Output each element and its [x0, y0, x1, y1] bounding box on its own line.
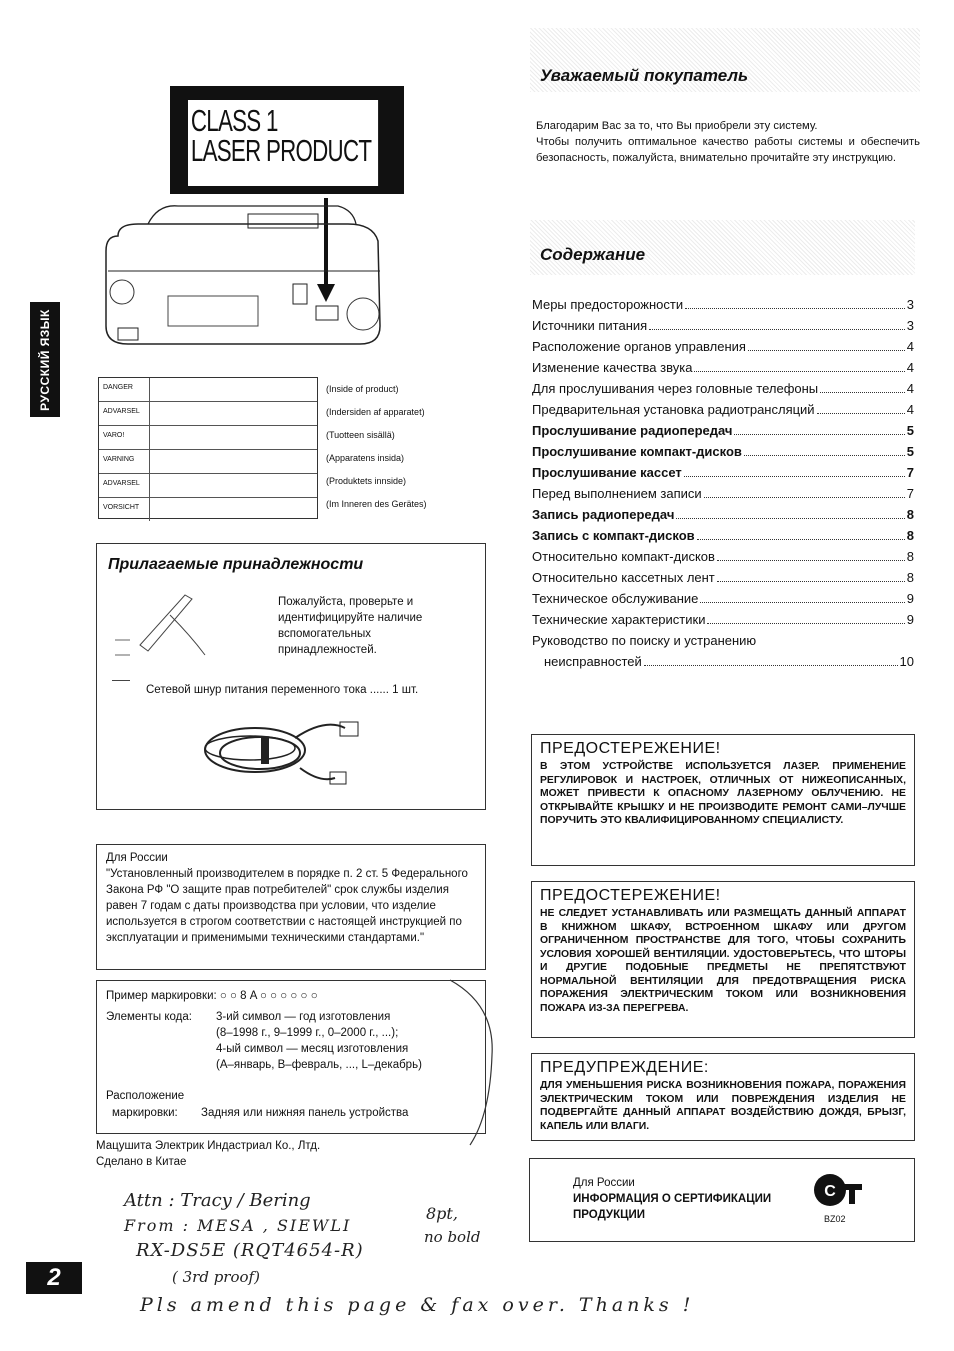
- warning-row: [99, 402, 317, 426]
- warning-fine-print: [150, 474, 317, 497]
- toc-leader-dots: [734, 434, 904, 435]
- intro-text: [536, 118, 920, 166]
- russia-notice-heading: Для России: [106, 852, 168, 864]
- toc-item-label: Запись радиопередач: [532, 507, 675, 522]
- code-elements-label: Элементы кода:: [106, 1011, 192, 1023]
- toc-item-page: 3: [906, 297, 914, 312]
- toc-item-page: 4: [906, 360, 914, 375]
- location-label-1: Расположение: [106, 1090, 185, 1102]
- toc-leader-dots: [707, 623, 904, 624]
- warning-box-moisture: [531, 1053, 915, 1141]
- warning-fine-print: [150, 426, 317, 449]
- warning-text: ДЛЯ УМЕНЬШЕНИЯ РИСКА ВОЗНИКНОВЕНИЯ ПОЖАРА, ПОРАЖЕНИЯ ЭЛЕКТРИЧЕСКИМ ТОКОМ ИЛИ ПОВРЕЖДЕНИЯ ИЗДЕЛИЯ НЕ ПОДВЕРГАЙТЕ ДАННЫЙ АППАРАТ ВОЗДЕЙСТВИЮ ДОЖДЯ, БРЫЗГ, КАПЕЛЬ ИЛИ ВЛАГИ.: [540, 1080, 906, 1132]
- warning-location-caption: (Tuotteen sisällä): [326, 430, 395, 440]
- toc-item: [532, 654, 914, 675]
- toc-item-page: 8: [906, 507, 914, 522]
- warning-language: VORSICHT: [99, 498, 150, 521]
- toc-leader-dots: [744, 455, 905, 456]
- toc-item: [532, 612, 914, 633]
- toc-item-page: 7: [906, 486, 914, 501]
- handwritten-model: RX-DS5E (RQT4654-R): [136, 1240, 364, 1261]
- pen-checklist-illustration: [110, 585, 220, 665]
- toc-item: [532, 591, 914, 612]
- toc-item-label: Источники питания: [532, 318, 648, 333]
- toc-item: [532, 549, 914, 570]
- warning-fine-print: [150, 498, 317, 521]
- warning-row: [99, 378, 317, 402]
- toc-item-page: 8: [906, 528, 914, 543]
- code-line-2: (8–1998 г., 9–1999 г., 0–2000 г., ...);: [216, 1027, 399, 1039]
- caution-box-ventilation: [531, 881, 915, 1038]
- warning-language: ADVARSEL: [99, 402, 150, 425]
- certification-heading: Для России: [573, 1177, 635, 1189]
- warning-fine-print: [150, 378, 317, 401]
- marking-example-code: ○ ○ 8 A ○ ○ ○ ○ ○ ○: [219, 990, 318, 1002]
- toc-item-page: 9: [906, 591, 914, 606]
- code-line-3: 4-ый символ — месяц изготовления: [216, 1043, 409, 1055]
- toc-leader-dots: [700, 602, 904, 603]
- header-title: Уважаемый покупатель: [540, 66, 749, 85]
- code-line-4: (А–январь, В–февраль, ..., L–декабрь): [216, 1059, 422, 1071]
- language-tab-label: РУССКИЙ ЯЗЫК: [38, 308, 52, 411]
- warning-language: VARO!: [99, 426, 150, 449]
- caution-text: НЕ СЛЕДУЕТ УСТАНАВЛИВАТЬ ИЛИ РАЗМЕЩАТЬ ДАННЫЙ АППАРАТ В КНИЖНОМ ШКАФУ, ВСТРОЕННОМ ШКАФУ ИЛИ ДРУГОМ ОГРАНИЧЕННОМ ПРОСТРАНСТВЕ ДЛЯ ТОГО, ЧТОБЫ СОХРАНИТЬ УСЛОВИЯ ХОРОШЕЙ ВЕНТИЛЯЦИИ. УДОСТОВЕРЬТЕСЬ, ЧТО ШТОРЫ И ДРУГИЕ ПОДОБНЫЕ ПРЕДМЕТЫ НЕ ПРЕПЯТСТВУЮТ НОРМАЛЬНОЙ ВЕНТИЛЯЦИИ ДЛЯ ПРЕДОТВРАЩЕНИЯ РИСКА ПОРАЖЕНИЯ ЭЛЕКТРИЧЕСКИМ ТОКОМ ИЛИ ВОЗНИКНОВЕНИЯ ПОЖАРА ИЗ-ЗА ПЕРЕГРЕВА.: [540, 908, 906, 1014]
- toc-item: [532, 402, 914, 423]
- toc-item-page: 4: [906, 402, 914, 417]
- contents-title: Содержание: [540, 245, 646, 264]
- toc-item-label: Руководство по поиску и устранению: [532, 633, 757, 648]
- toc-item-label: Изменение качества звука: [532, 360, 693, 375]
- toc-item-label: Техническое обслуживание: [532, 591, 699, 606]
- laser-class-label: [170, 86, 404, 194]
- intro-line2: Чтобы получить оптимальное качество работы системы и обеспечить безопасность, пожалуйста, внимательно прочитайте эту инструкцию.: [536, 136, 920, 164]
- warning-row: [99, 450, 317, 474]
- toc-item-page: 8: [906, 570, 914, 585]
- toc-item-page: 5: [906, 423, 914, 438]
- handwritten-from: From : MESA , SIEWLI: [124, 1216, 352, 1235]
- accessories-title: Прилагаемые принадлежности: [108, 556, 364, 573]
- toc-item-page: 4: [906, 339, 914, 354]
- warning-row: [99, 498, 317, 521]
- toc-item: [532, 633, 914, 654]
- handwritten-bold-note: no bold: [424, 1228, 481, 1246]
- toc-item: [532, 318, 914, 339]
- checkbox-icon: [112, 680, 130, 693]
- toc-item-label: неисправностей: [544, 654, 642, 669]
- boombox-illustration: [98, 196, 388, 356]
- toc-item-label: Прослушивание компакт-дисков: [532, 444, 742, 459]
- manufacturer-line1: Мацушита Электрик Индастриал Ко., Лтд.: [96, 1140, 321, 1152]
- toc-leader-dots: [817, 413, 905, 414]
- certification-code: BZ02: [824, 1214, 846, 1224]
- power-cord-icon: [195, 708, 365, 798]
- caution-title: ПРЕДОСТЕРЕЖЕНИЕ!: [540, 740, 721, 757]
- marking-example-label: Пример маркировки:: [106, 990, 217, 1002]
- handwritten-footer-note: Pls amend this page & fax over. Thanks !: [140, 1294, 695, 1316]
- warning-location-caption: (Apparatens insida): [326, 453, 405, 463]
- toc-leader-dots: [649, 329, 905, 330]
- toc-item: [532, 486, 914, 507]
- certification-info: [573, 1175, 771, 1223]
- location-label-2: маркировки:: [112, 1107, 178, 1119]
- laser-warning-captions: [326, 384, 427, 522]
- toc-leader-dots: [717, 581, 905, 582]
- warning-location-caption: (Inside of product): [326, 384, 399, 394]
- toc-item-label: Меры предосторожности: [532, 297, 684, 312]
- toc-item-label: Относительно кассетных лент: [532, 570, 715, 585]
- certification-line2: ПРОДУКЦИИ: [573, 1209, 646, 1221]
- toc-item-page: 5: [906, 444, 914, 459]
- intro-line1: Благодарим Вас за то, что Вы приобрели эту систему.: [536, 120, 818, 132]
- russia-notice: [106, 850, 474, 946]
- warning-location-caption: (Produktets innside): [326, 476, 407, 486]
- handwritten-font-size-note: 8pt,: [426, 1204, 458, 1223]
- laser-warning-table: [98, 377, 318, 519]
- toc-item-page: 9: [906, 612, 914, 627]
- table-of-contents: [532, 297, 914, 675]
- toc-leader-dots: [685, 308, 905, 309]
- toc-item-label: Относительно компакт-дисков: [532, 549, 715, 564]
- toc-item-label: Технические характеристики: [532, 612, 706, 627]
- toc-item: [532, 570, 914, 591]
- page-number: 2: [26, 1262, 82, 1294]
- warning-fine-print: [150, 402, 317, 425]
- warning-fine-print: [150, 450, 317, 473]
- toc-item: [532, 339, 914, 360]
- toc-item-label: Для прослушивания через головные телефоны: [532, 381, 819, 396]
- code-line-1: 3-ий символ — год изготовления: [216, 1011, 391, 1023]
- toc-item: [532, 381, 914, 402]
- handwritten-attn: Attn : Tracy / Bering: [124, 1190, 311, 1211]
- caution-text: В ЭТОМ УСТРОЙСТВЕ ИСПОЛЬЗУЕТСЯ ЛАЗЕР. ПРИМЕНЕНИЕ РЕГУЛИРОВОК И НАСТРОЕК, ОТЛИЧНЫХ ОТ НИЖЕОПИСАННЫХ, МОЖЕТ ПРИВЕСТИ К ОПАСНОМУ ЛАЗЕРНОМУ ОБЛУЧЕНИЮ. НЕ ОТКРЫВАЙТЕ КРЫШКУ И НЕ ПРОИЗВОДИТЕ РЕМОНТ САМИ–ЛУЧШЕ ПОРУЧИТЬ ЭТО КВАЛИФИЦИРОВАННОМУ СПЕЦИАЛИСТУ.: [540, 761, 906, 826]
- laser-label-line1: CLASS 1: [190, 103, 278, 138]
- handwritten-bracket: [440, 975, 520, 1150]
- language-tab: [30, 302, 60, 417]
- toc-leader-dots: [748, 350, 905, 351]
- handwritten-proof: ( 3rd proof): [172, 1268, 260, 1286]
- warning-row: [99, 426, 317, 450]
- toc-item-page: 7: [906, 465, 914, 480]
- toc-item-page: 10: [899, 654, 914, 669]
- certification-line1: ИНФОРМАЦИЯ О СЕРТИФИКАЦИИ: [573, 1193, 772, 1205]
- toc-leader-dots: [697, 539, 905, 540]
- toc-leader-dots: [820, 392, 905, 393]
- toc-leader-dots: [704, 497, 905, 498]
- toc-item-label: Предварительная установка радиотрансляций: [532, 402, 815, 417]
- warning-language: DANGER: [99, 378, 150, 401]
- warning-title: ПРЕДУПРЕЖДЕНИЕ:: [540, 1059, 709, 1076]
- toc-item: [532, 507, 914, 528]
- gost-certification-icon: [812, 1172, 864, 1208]
- toc-item-page: 3: [906, 318, 914, 333]
- toc-item-label: Запись с компакт-дисков: [532, 528, 695, 543]
- toc-item-label: Перед выполнением записи: [532, 486, 702, 501]
- manufacturer: [96, 1138, 320, 1170]
- marking-example: [106, 988, 318, 1004]
- toc-item: [532, 528, 914, 549]
- toc-item-page: 4: [906, 381, 914, 396]
- location-value: Задняя или нижняя панель устройства: [201, 1107, 409, 1119]
- toc-leader-dots: [717, 560, 905, 561]
- toc-item: [532, 465, 914, 486]
- toc-item-label: Прослушивание кассет: [532, 465, 682, 480]
- toc-item-page: 8: [906, 549, 914, 564]
- manufacturer-line2: Сделано в Китае: [96, 1156, 187, 1168]
- warning-row: [99, 474, 317, 498]
- toc-leader-dots: [676, 518, 904, 519]
- toc-leader-dots: [694, 371, 904, 372]
- laser-label-line2: LASER PRODUCT: [190, 133, 372, 168]
- warning-location-caption: (Im Inneren des Gerätes): [326, 499, 427, 509]
- toc-item: [532, 297, 914, 318]
- caution-box-laser: [531, 734, 915, 866]
- toc-item-label: Расположение органов управления: [532, 339, 746, 354]
- accessory-item-power-cord: Сетевой шнур питания переменного тока ...... 1 шт.: [146, 684, 419, 696]
- accessories-instruction: Пожалуйста, проверьте и идентифицируйте наличие вспомогательных принадлежностей.: [278, 596, 423, 656]
- toc-item: [532, 360, 914, 381]
- toc-item: [532, 423, 914, 444]
- toc-item: [532, 444, 914, 465]
- toc-leader-dots: [684, 476, 905, 477]
- russia-notice-text: "Установленный производителем в порядке п. 2 ст. 5 Федерального Закона РФ "О защите прав потребителей" срок службы изделия равен 7 годам с даты производства при условии, что изделие используется в строгом соответствии с настоящей инструкцией по эксплуатации и применимыми техническими стандартами.": [106, 868, 468, 944]
- toc-leader-dots: [644, 665, 898, 666]
- caution-title: ПРЕДОСТЕРЕЖЕНИЕ!: [540, 887, 721, 904]
- svg-text:С: С: [824, 1183, 836, 1200]
- warning-language: ADVARSEL: [99, 474, 150, 497]
- toc-item-label: Прослушивание радиопередач: [532, 423, 733, 438]
- warning-location-caption: (Indersiden af apparatet): [326, 407, 425, 417]
- warning-language: VARNING: [99, 450, 150, 473]
